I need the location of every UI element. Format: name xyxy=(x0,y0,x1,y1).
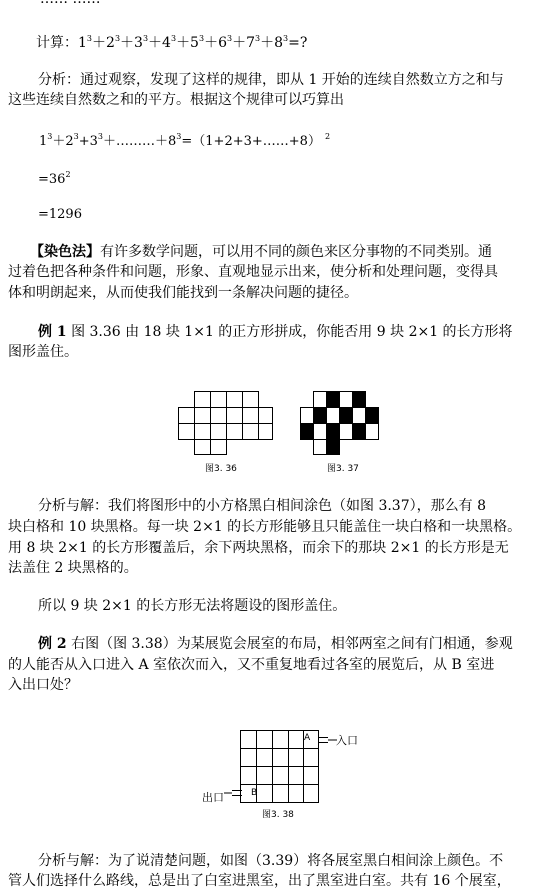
conclusion-line: 所以 9 块 2×1 的长方形无法将题设的图形盖住。 xyxy=(38,598,347,614)
figure-3-38-caption: 图3. 38 xyxy=(262,810,294,820)
equation-1296: =1296 xyxy=(38,207,82,222)
calc-line: 计算：$1^3+2^3+3^3+4^3+5^3+6^3+7^3+8^3=$? xyxy=(36,34,308,51)
ellipsis xyxy=(40,0,100,8)
solution1-line1: 分析与解：我们将图形中的小方格黑白相间涂色（如图 3.37），那么有 8 xyxy=(38,498,486,514)
formula-line: $1^3+2^3+3^3+\dots\dots\dots+8^3=(1+2+3+\dots\dots+8)$ $^2$ xyxy=(39,132,331,149)
figure-3-36-caption: 图3. 36 xyxy=(205,464,237,474)
figure-3-36 xyxy=(178,391,274,456)
room-a-label: A xyxy=(304,733,311,743)
figure-3-37 xyxy=(300,391,382,456)
example2-line1: 例 2 右图（图 3.38）为某展览会展室的布局，相邻两室之间有门相通，参观 xyxy=(38,636,513,652)
example2-line3: 入出口处？ xyxy=(8,677,78,693)
example1-label: 例 1 xyxy=(38,324,67,340)
dyeing-line2: 过着色把各种条件和问题，形象、直观地显示出来，使分析和处理问题，变得具 xyxy=(8,264,498,280)
analysis1-line2: 这些连续自然数之和的平方。根据这个规律可以巧算出 xyxy=(8,92,344,108)
room-b-label: B xyxy=(251,788,258,798)
figure-3-37-caption: 图3. 37 xyxy=(327,464,359,474)
example2-label: 例 2 xyxy=(38,636,67,652)
dyeing-line3: 体和明朗起来，从而使我们能找到一条解决问题的捷径。 xyxy=(8,285,358,301)
calc-label: 计算： xyxy=(36,35,78,51)
solution1-line3: 用 8 块 2×1 的长方形覆盖后，余下两块黑格，而余下的那块 2×1 的长方形是无 xyxy=(8,540,509,556)
example2-line2: 的人能否从入口进入 A 室依次而入，又不重复地看过各室的展览后，从 B 室进 xyxy=(8,657,495,673)
exit-door-icon xyxy=(224,788,242,800)
solution2-line2: 管人们选择什么路线，总是出了白室进黑室，出了黑室进白室。共有 16 个展室， xyxy=(8,873,511,889)
solution1-line2: 块白格和 10 块黑格。每一块 2×1 的长方形能够且只能盖住一块白格和一块黑格。 xyxy=(8,519,522,535)
dyeing-line1: 【染色法】有许多数学问题，可以用不同的颜色来区分事物的不同类别。通 xyxy=(30,244,492,260)
entrance-label: 入口 xyxy=(336,734,358,747)
solution1-line4: 法盖住 2 块黑格的。 xyxy=(8,560,138,576)
exit-label: 出口 xyxy=(202,791,224,804)
analysis1-line1: 分析：通过观察，发现了这样的规律，即从 1 开始的连续自然数立方之和与 xyxy=(38,72,504,88)
solution2-line1: 分析与解：为了说清楚问题，如图（3.39）将各展室黑白相间涂上颜色。不 xyxy=(38,853,504,869)
example1-line1: 例 1 图 3.36 由 18 块 1×1 的正方形拼成，你能否用 9 块 2×1 的长方形将 xyxy=(38,324,513,340)
entrance-door-icon xyxy=(318,735,338,747)
dyeing-title: 【染色法】 xyxy=(30,244,100,260)
example1-line2: 图形盖住。 xyxy=(8,344,78,360)
equation-36sq: $=36^2$ xyxy=(38,170,71,187)
